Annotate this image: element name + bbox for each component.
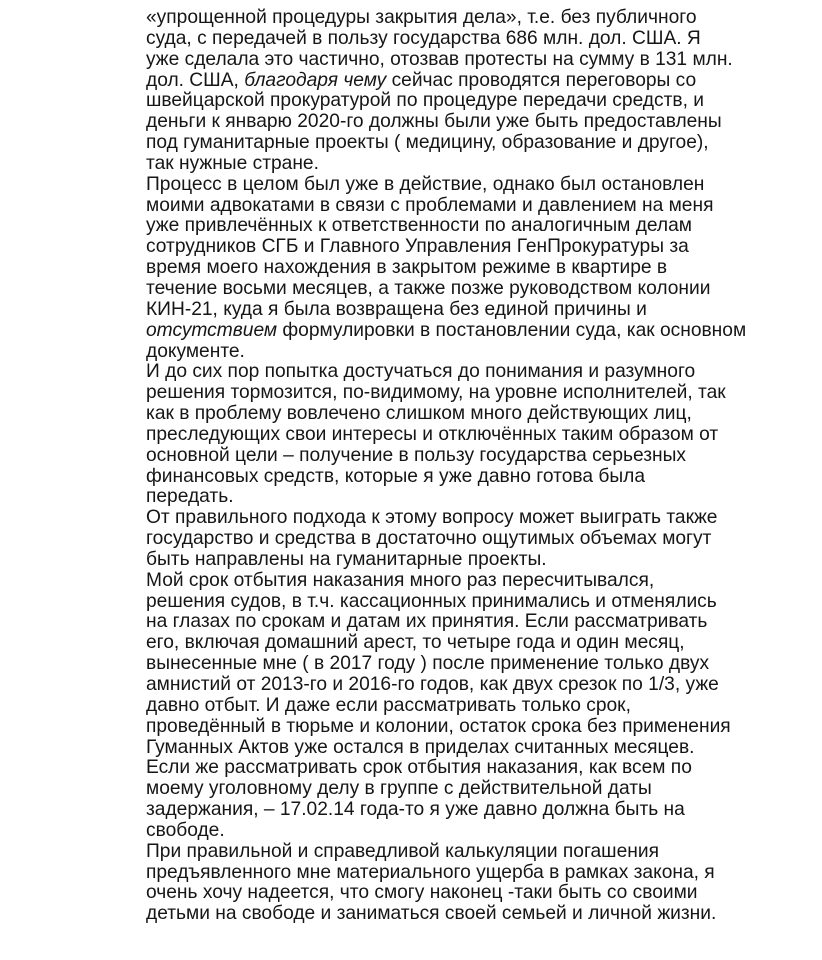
text-segment: дол. США,: [146, 69, 245, 91]
text-segment: течение восьми месяцев, а также позже руководством колонии: [146, 277, 711, 299]
text-segment: «упрощенной процедуры закрытия дела», т.е. без публичного: [146, 7, 697, 28]
text-line: [146, 738, 810, 759]
text-line: [146, 529, 810, 550]
text-line: [146, 904, 810, 925]
text-line: [146, 779, 810, 800]
text-line: [146, 383, 810, 404]
text-line: [146, 321, 810, 342]
paragraph: [146, 362, 810, 508]
text-line: [146, 91, 810, 112]
text-segment: От правильного подхода к этому вопросу может выиграть также: [146, 507, 718, 529]
text-line: [146, 8, 810, 29]
text-segment: сотрудников СГБ и Главного Управления ГенПрокуратуры за: [146, 236, 689, 258]
text-line: [146, 800, 810, 821]
paragraph: [146, 758, 810, 841]
text-segment: финансовых средств, которые я уже давно готова была: [146, 465, 645, 487]
text-segment: При правильной и справедливой калькуляции погашения: [146, 840, 659, 862]
text-segment: формулировки в постановлении суда, как основном: [277, 319, 747, 341]
text-line: [146, 237, 810, 258]
text-line: [146, 71, 810, 92]
italic-text: благодаря чему: [244, 69, 387, 91]
text-segment: суда, с передачей в пользу государства 686 млн. дол. США. Я: [146, 27, 701, 49]
text-segment: моему уголовному делу в группе с действительной даты: [146, 778, 652, 800]
text-segment: решения тормозится, по-видимому, на уровне исполнителей, так: [146, 382, 726, 404]
text-line: [146, 821, 810, 842]
text-line: [146, 717, 810, 738]
text-line: [146, 216, 810, 237]
text-segment: швейцарской прокуратурой по процедуре передачи средств, и: [146, 90, 704, 112]
text-segment: проведённый в тюрьме и колонии, остаток срока без применения: [146, 715, 731, 737]
text-segment: Процесс в целом был уже в действие, однако был остановлен: [146, 173, 705, 195]
text-segment: Мой срок отбытия наказания много раз пересчитывался,: [146, 569, 655, 591]
text-line: [146, 508, 810, 529]
text-line: [146, 883, 810, 904]
text-line: [146, 696, 810, 717]
text-line: [146, 342, 810, 363]
text-segment: вынесенные мне ( в 2017 году ) после применение только двух: [146, 653, 710, 675]
text-segment: очень хочу надеется, что смогу наконец -таки быть со своими: [146, 882, 698, 904]
text-segment: детьми на свободе и заниматься своей семьей и личной жизни.: [146, 903, 717, 925]
text-line: [146, 362, 810, 383]
text-segment: Если же рассматривать срок отбытия наказания, как всем по: [146, 757, 692, 779]
text-segment: время моего нахождения в закрытом режиме в квартире в: [146, 257, 668, 279]
text-line: [146, 196, 810, 217]
text-line: [146, 300, 810, 321]
text-line: [146, 863, 810, 884]
text-segment: его, включая домашний арест, то четыре года и один месяц,: [146, 632, 685, 654]
italic-text: отсутствием: [146, 319, 278, 341]
text-segment: уже привлечённых к ответственности по аналогичным делам: [146, 215, 692, 237]
text-segment: под гуманитарные проекты ( медицину, образование и другое),: [146, 132, 709, 154]
text-segment: основной цели – получение в пользу государства серьезных: [146, 444, 687, 466]
text-line: [146, 404, 810, 425]
text-segment: документе.: [146, 340, 245, 362]
text-line: [146, 446, 810, 467]
text-line: [146, 50, 810, 71]
text-line: [146, 467, 810, 488]
text-segment: решения судов, в т.ч. кассационных принимались и отменялись: [146, 590, 717, 612]
text-segment: уже сделала это частично, отозвав протесты на сумму в 131 млн.: [146, 48, 733, 70]
text-line: [146, 279, 810, 300]
text-segment: И до сих пор попытка достучаться до понимания и разумного: [146, 361, 696, 383]
text-segment: амнистий от 2013-го и 2016-го годов, как двух срезок по 1/3, уже: [146, 674, 719, 695]
text-line: [146, 154, 810, 175]
text-segment: так нужные стране.: [146, 152, 319, 174]
text-line: [146, 175, 810, 196]
text-segment: КИН-21, куда я была возвращена без единой причины и: [146, 298, 647, 320]
text-line: [146, 842, 810, 863]
text-line: [146, 633, 810, 654]
paragraph: [146, 8, 810, 175]
text-segment: сейчас проводятся переговоры со: [386, 69, 697, 91]
text-line: [146, 571, 810, 592]
text-line: [146, 29, 810, 50]
text-segment: предъявленного мне материального ущерба в рамках закона, я: [146, 861, 715, 883]
text-line: [146, 550, 810, 571]
text-line: [146, 592, 810, 613]
paragraph: [146, 508, 810, 571]
paragraph: [146, 842, 810, 925]
text-line: [146, 654, 810, 675]
text-line: [146, 425, 810, 446]
text-segment: на глазах по срокам и датам их принятия. Если рассматривать: [146, 611, 708, 633]
paragraph: [146, 175, 810, 363]
text-segment: свободе.: [146, 819, 225, 841]
text-line: [146, 612, 810, 633]
text-line: [146, 133, 810, 154]
document-body: [146, 8, 810, 925]
text-line: [146, 112, 810, 133]
text-line: [146, 675, 810, 696]
text-segment: задержания, – 17.02.14 года-то я уже давно должна быть на: [146, 799, 685, 821]
text-line: [146, 487, 810, 508]
text-segment: давно отбыт. И даже если рассматривать только срок,: [146, 694, 631, 716]
text-line: [146, 758, 810, 779]
text-segment: моими адвокатами в связи с проблемами и давлением на меня: [146, 194, 714, 216]
text-segment: Гуманных Актов уже остался в приделах считанных месяцев.: [146, 736, 695, 758]
text-line: [146, 258, 810, 279]
text-segment: как в проблему вовлечено слишком много действующих лиц,: [146, 403, 692, 425]
text-segment: быть направлены на гуманитарные проекты.: [146, 548, 547, 570]
text-segment: преследующих свои интересы и отключённых таким образом от: [146, 423, 719, 445]
text-segment: государство и средства в достаточно ощутимых объемах могут: [146, 528, 712, 550]
text-segment: деньги к январю 2020-го должны были уже быть предоставлены: [146, 111, 722, 133]
paragraph: [146, 571, 810, 759]
text-segment: передать.: [146, 486, 234, 508]
